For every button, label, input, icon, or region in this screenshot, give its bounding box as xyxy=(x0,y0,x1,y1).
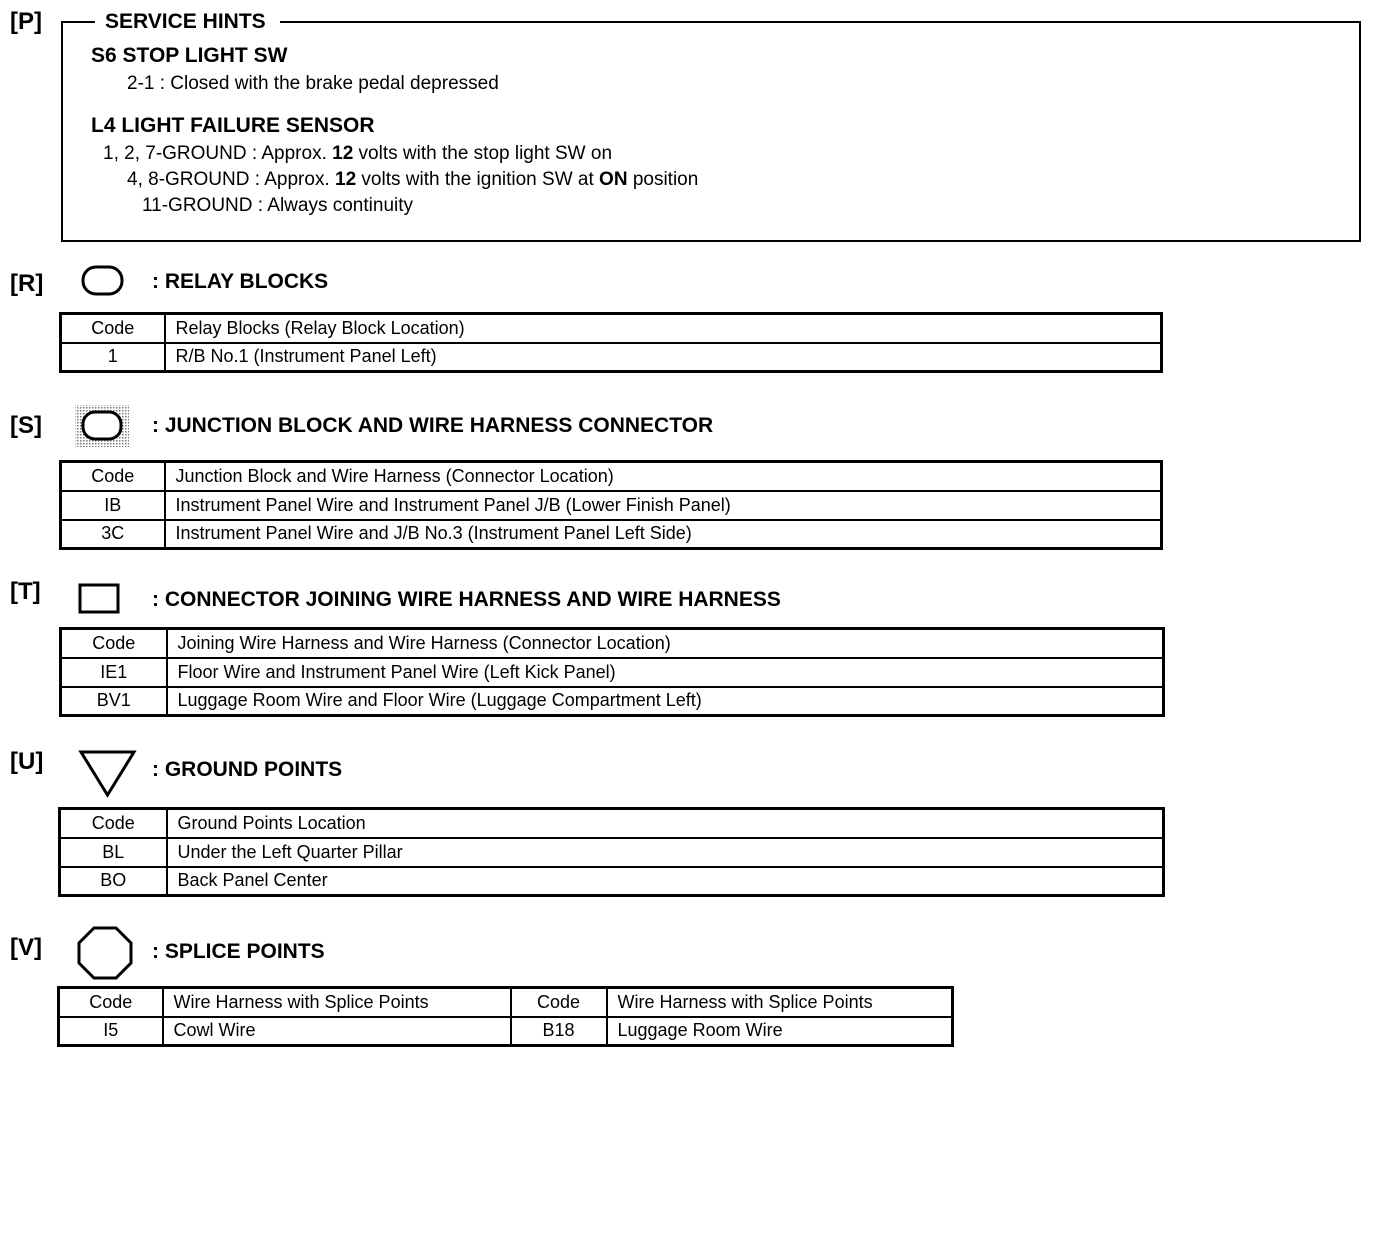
relay-blocks-table xyxy=(59,312,1163,373)
table-header-row xyxy=(61,314,1162,343)
ground-point-icon xyxy=(78,748,138,800)
row-desc: R/B No.1 (Instrument Panel Left) xyxy=(165,343,1162,372)
section-tag-s: [S] xyxy=(10,412,42,439)
section-tag-r: [R] xyxy=(10,270,44,297)
l4-line-3: 11-GROUND : Always continuity xyxy=(142,195,414,216)
s6-line-1: 2-1 : Closed with the brake pedal depressed xyxy=(127,73,499,94)
header-code-2: Code xyxy=(511,988,607,1017)
header-desc: Relay Blocks (Relay Block Location) xyxy=(165,314,1162,343)
table-row xyxy=(61,343,1162,372)
row-code: IE1 xyxy=(61,658,167,687)
junction-block-icon xyxy=(74,404,130,448)
row-code: 1 xyxy=(61,343,165,372)
splice-point-icon xyxy=(76,925,134,981)
table-header-row xyxy=(59,988,953,1017)
connectors-table xyxy=(59,627,1165,717)
header-desc-1: Wire Harness with Splice Points xyxy=(163,988,511,1017)
header-code: Code xyxy=(61,314,165,343)
table-row xyxy=(61,658,1164,687)
table-row xyxy=(61,520,1162,549)
row-desc-2: Luggage Room Wire xyxy=(607,1017,953,1046)
header-desc-2: Wire Harness with Splice Points xyxy=(607,988,953,1017)
row-desc: Instrument Panel Wire and J/B No.3 (Instrument Panel Left Side) xyxy=(165,520,1162,549)
splice-points-title: : SPLICE POINTS xyxy=(152,940,325,963)
row-code: 3C xyxy=(61,520,165,549)
ground-points-title: : GROUND POINTS xyxy=(152,758,343,781)
junction-blocks-table xyxy=(59,460,1163,550)
header-code-1: Code xyxy=(59,988,163,1017)
relay-block-icon xyxy=(80,264,126,298)
row-desc: Under the Left Quarter Pillar xyxy=(167,838,1164,867)
header-code: Code xyxy=(61,462,165,491)
splice-points-table xyxy=(57,986,954,1047)
section-tag-t: [T] xyxy=(10,578,41,605)
l4-heading: L4 LIGHT FAILURE SENSOR xyxy=(91,114,375,137)
s6-heading: S6 STOP LIGHT SW xyxy=(91,44,288,67)
header-code: Code xyxy=(60,809,167,838)
section-tag-v: [V] xyxy=(10,934,42,961)
l4-line-1: 1, 2, 7-GROUND : Approx. 12 volts with the stop light SW on xyxy=(103,143,613,164)
table-row xyxy=(61,491,1162,520)
row-desc: Instrument Panel Wire and Instrument Panel J/B (Lower Finish Panel) xyxy=(165,491,1162,520)
row-code-1: I5 xyxy=(59,1017,163,1046)
section-tag-u: [U] xyxy=(10,748,44,775)
ground-points-table xyxy=(58,807,1165,897)
header-desc: Junction Block and Wire Harness (Connector Location) xyxy=(165,462,1162,491)
row-code-2: B18 xyxy=(511,1017,607,1046)
header-desc: Ground Points Location xyxy=(167,809,1164,838)
row-code: BL xyxy=(60,838,167,867)
table-row xyxy=(60,838,1164,867)
l4-line-2: 4, 8-GROUND : Approx. 12 volts with the ignition SW at ON position xyxy=(127,169,699,190)
junction-blocks-title: : JUNCTION BLOCK AND WIRE HARNESS CONNECTOR xyxy=(152,414,714,437)
table-row xyxy=(61,687,1164,716)
row-desc: Back Panel Center xyxy=(167,867,1164,896)
section-tag-p: [P] xyxy=(10,8,42,35)
header-desc: Joining Wire Harness and Wire Harness (Connector Location) xyxy=(167,629,1164,658)
table-row xyxy=(60,867,1164,896)
row-desc-1: Cowl Wire xyxy=(163,1017,511,1046)
header-code: Code xyxy=(61,629,167,658)
row-desc: Luggage Room Wire and Floor Wire (Luggage Compartment Left) xyxy=(167,687,1164,716)
table-header-row xyxy=(60,809,1164,838)
connector-icon xyxy=(77,582,123,616)
row-desc: Floor Wire and Instrument Panel Wire (Left Kick Panel) xyxy=(167,658,1164,687)
relay-blocks-title: : RELAY BLOCKS xyxy=(152,270,329,293)
table-header-row xyxy=(61,462,1162,491)
row-code: IB xyxy=(61,491,165,520)
row-code: BV1 xyxy=(61,687,167,716)
connectors-title: : CONNECTOR JOINING WIRE HARNESS AND WIRE HARNESS xyxy=(152,588,781,611)
service-hints-title: SERVICE HINTS xyxy=(95,10,280,34)
table-row xyxy=(59,1017,953,1046)
table-header-row xyxy=(61,629,1164,658)
row-code: BO xyxy=(60,867,167,896)
